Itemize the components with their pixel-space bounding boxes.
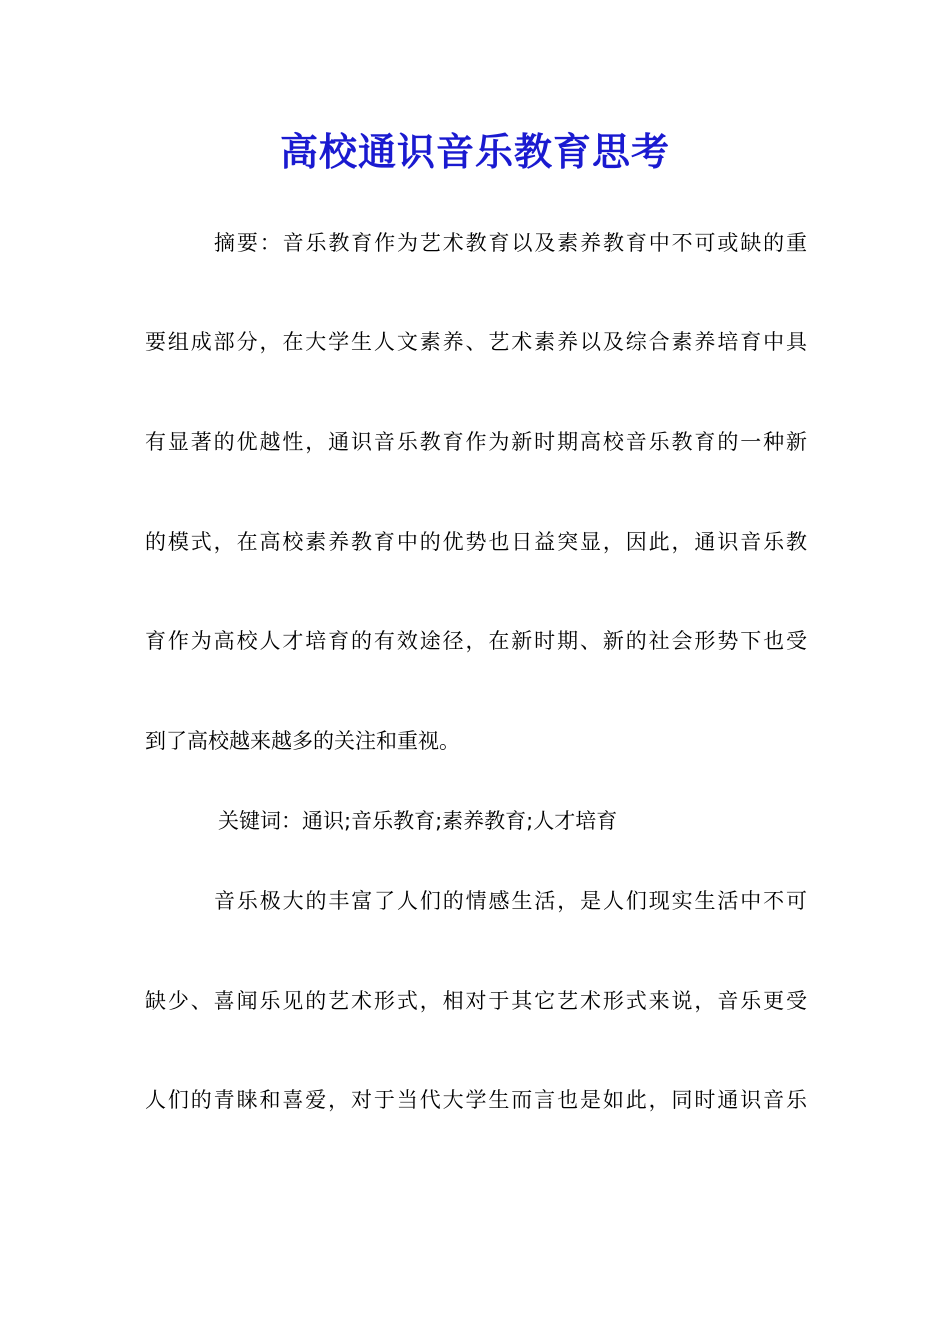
- body-line: 缺少、喜闻乐见的艺术形式，相对于其它艺术形式来说，音乐更受: [145, 989, 807, 1013]
- abstract-line: 的模式，在高校素养教育中的优势也日益突显，因此，通识音乐教: [145, 530, 807, 554]
- keywords-line: 关键词：通识;音乐教育;素养教育;人才培育: [218, 809, 618, 833]
- body-line: 人们的青睐和喜爱，对于当代大学生而言也是如此，同时通识音乐: [145, 1088, 807, 1112]
- abstract-line: 要组成部分，在大学生人文素养、艺术素养以及综合素养培育中具: [145, 330, 807, 354]
- abstract-line: 育作为高校人才培育的有效途径，在新时期、新的社会形势下也受: [145, 629, 807, 653]
- abstract-line: 有显著的优越性，通识音乐教育作为新时期高校音乐教育的一种新: [145, 430, 807, 454]
- body-line: 音乐极大的丰富了人们的情感生活，是人们现实生活中不可: [214, 889, 807, 913]
- document-title: 高校通识音乐教育思考: [279, 129, 670, 174]
- abstract-line: 摘要：音乐教育作为艺术教育以及素养教育中不可或缺的重: [214, 231, 807, 255]
- abstract-line: 到了高校越来越多的关注和重视。: [145, 729, 460, 753]
